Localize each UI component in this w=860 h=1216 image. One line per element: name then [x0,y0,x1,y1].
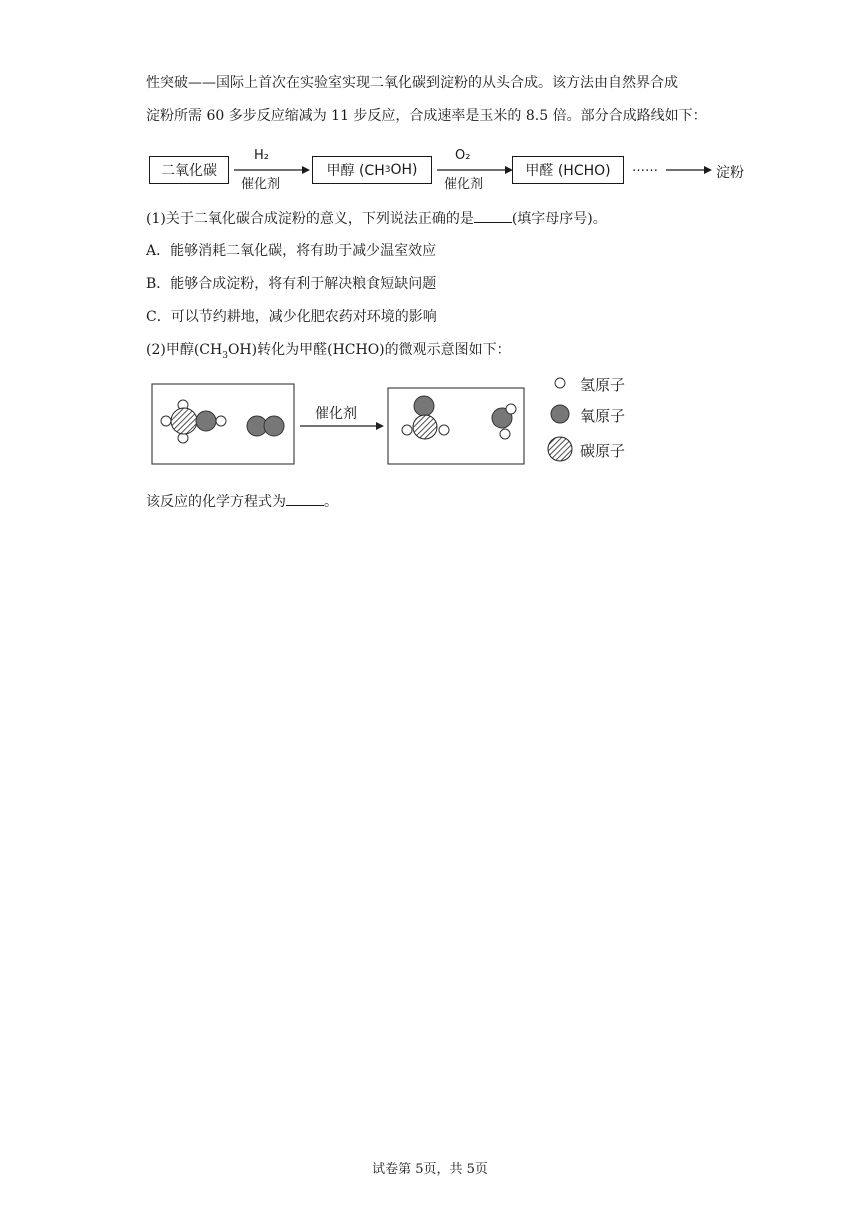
q2-stem [146,340,511,366]
route-dots: …… [632,160,658,175]
route-reagent-o2: O₂ [455,148,471,163]
micro-arrow-label: 催化剂 [315,406,357,422]
legend-oxygen-label: 氧原子 [580,407,626,425]
q2-answer-line [146,491,338,512]
q1-option-b: B．能够合成淀粉，将有利于解决粮食短缺问题 [146,276,437,292]
route-box-co2: 二氧化碳 [149,156,229,184]
micro-reaction-diagram [140,372,650,472]
q2-stem-pre: (2)甲醇(CH [146,342,223,358]
q1-option-a: A．能够消耗二氧化碳，将有助于减少温室效应 [146,243,437,259]
q1-stem-text: (1)关于二氧化碳合成淀粉的意义，下列说法正确的是 [146,211,474,227]
route-end-starch: 淀粉 [716,165,744,181]
legend-carbon-atom [548,437,572,461]
q2-answer-text: 该反应的化学方程式为 [146,494,286,510]
q2-stem-sub: 3 [222,350,228,361]
reaction-arrow-head [376,422,384,430]
route-box-methanol [312,156,432,184]
q1-stem-suffix: (填字母序号)。 [511,211,607,227]
legend-oxygen-atom [551,405,569,423]
q2-answer-blank[interactable] [286,491,324,506]
q2-answer-suffix: 。 [324,494,338,510]
route-condition-2: 催化剂 [444,177,484,192]
route-reagent-h2: H₂ [254,148,269,163]
route-arrow-3 [664,163,712,177]
q1-option-c: C．可以节约耕地，减少化肥农药对环境的影响 [146,309,437,325]
legend-hydrogen-atom [555,378,565,388]
methanol-label-sub: 3 [384,165,391,175]
q2-stem-post: OH)转化为甲醛(HCHO)的微观示意图如下： [227,342,511,358]
route-condition-1: 催化剂 [241,177,281,192]
intro-line-1: 性突破——国际上首次在实验室实现二氧化碳到淀粉的从头合成。该方法由自然界合成 [146,75,678,91]
route-box-formaldehyde: 甲醛 (HCHO) [512,156,624,184]
q1-answer-blank[interactable] [474,208,512,223]
q1-stem [146,208,607,229]
route-arrow-1 [232,163,310,177]
legend-carbon-label: 碳原子 [580,442,626,460]
methanol-label-post: OH) [390,162,418,178]
route-arrow-2 [435,163,513,177]
legend-hydrogen-label: 氢原子 [580,376,626,394]
intro-line-2: 淀粉所需 60 多步反应缩减为 11 步反应，合成速率是玉米的 8.5 倍。部分合成路线如下： [146,108,707,124]
methanol-label-pre: 甲醇 (CH [326,163,385,179]
page-footer: 试卷第 5页，共 5页 [372,1162,488,1177]
